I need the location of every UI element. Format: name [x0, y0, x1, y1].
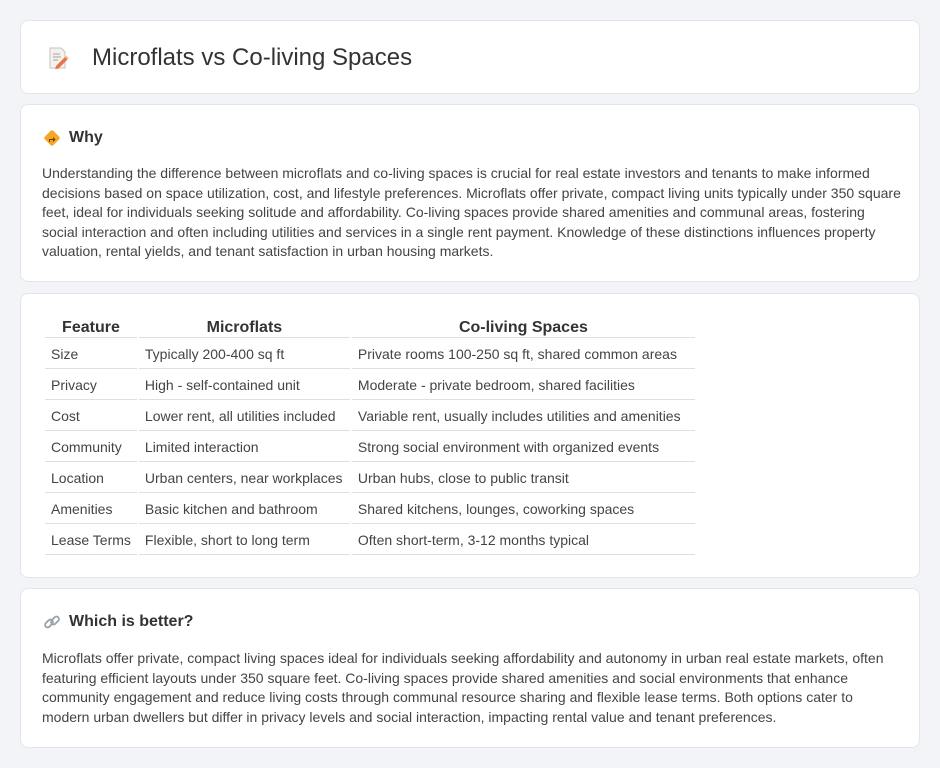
column-header-coliving: Co-living Spaces: [352, 317, 695, 338]
feature-cell: Privacy: [45, 371, 137, 400]
coliving-cell: Shared kitchens, lounges, coworking spaces: [352, 495, 695, 524]
table-row: [45, 371, 695, 400]
microflats-cell: Flexible, short to long term: [139, 526, 350, 555]
why-heading: [43, 127, 103, 149]
link-icon: [43, 613, 61, 631]
table-row: [45, 340, 695, 369]
coliving-cell: Private rooms 100-250 sq ft, shared common areas: [352, 340, 695, 369]
table-row: [45, 464, 695, 493]
table-header-row: [45, 317, 695, 338]
coliving-cell: Moderate - private bedroom, shared facilities: [352, 371, 695, 400]
microflats-cell: High - self-contained unit: [139, 371, 350, 400]
feature-cell: Lease Terms: [45, 526, 137, 555]
coliving-cell: Strong social environment with organized events: [352, 433, 695, 462]
feature-cell: Amenities: [45, 495, 137, 524]
why-title: Why: [69, 129, 103, 146]
comparison-table: [43, 315, 697, 557]
diamond-sign-icon: [43, 129, 61, 147]
page-title: Microflats vs Co-living Spaces: [92, 44, 413, 71]
header-card: [20, 20, 920, 94]
table-row: [45, 433, 695, 462]
which-is-better-section: [20, 588, 920, 748]
better-title: Which is better?: [69, 613, 194, 630]
table-row: [45, 526, 695, 555]
microflats-cell: Typically 200-400 sq ft: [139, 340, 350, 369]
coliving-cell: Urban hubs, close to public transit: [352, 464, 695, 493]
feature-cell: Cost: [45, 402, 137, 431]
why-text: Understanding the difference between microflats and co-living spaces is crucial for real estate investors and tenants to make informed decisions based on space utilization, cost, and lifestyle preferences. Microflats offer private, compact living units typically under 350 square feet, ideal for individuals seeking solitude and affordability. Co-living spaces provide shared amenities and communal areas, fostering social interaction and often including utilities and services in a single rent payment. Knowledge of these distinctions influences property valuation, rental yields, and tenant satisfaction in urban housing markets.: [42, 165, 901, 260]
document-pencil-icon: [47, 46, 69, 70]
why-section: [20, 104, 920, 282]
column-header-feature: Feature: [45, 317, 137, 338]
feature-cell: Size: [45, 340, 137, 369]
comparison-card: [20, 293, 920, 578]
microflats-cell: Lower rent, all utilities included: [139, 402, 350, 431]
table-row: [45, 402, 695, 431]
microflats-cell: Urban centers, near workplaces: [139, 464, 350, 493]
feature-cell: Location: [45, 464, 137, 493]
feature-cell: Community: [45, 433, 137, 462]
coliving-cell: Variable rent, usually includes utilities and amenities: [352, 402, 695, 431]
better-heading: [43, 611, 193, 633]
microflats-cell: Limited interaction: [139, 433, 350, 462]
microflats-cell: Basic kitchen and bathroom: [139, 495, 350, 524]
column-header-microflats: Microflats: [139, 317, 350, 338]
coliving-cell: Often short-term, 3-12 months typical: [352, 526, 695, 555]
table-row: [45, 495, 695, 524]
better-text: Microflats offer private, compact living spaces ideal for individuals seeking affordability and autonomy in urban real estate markets, often featuring efficient layouts under 350 square feet. Co-living spaces provide shared amenities and social environments that enhance community engagement and reduce living costs through communal resource sharing and flexible lease terms. Both options cater to modern urban dwellers but differ in privacy levels and social interaction, impacting rental value and tenant preferences.: [42, 650, 884, 725]
